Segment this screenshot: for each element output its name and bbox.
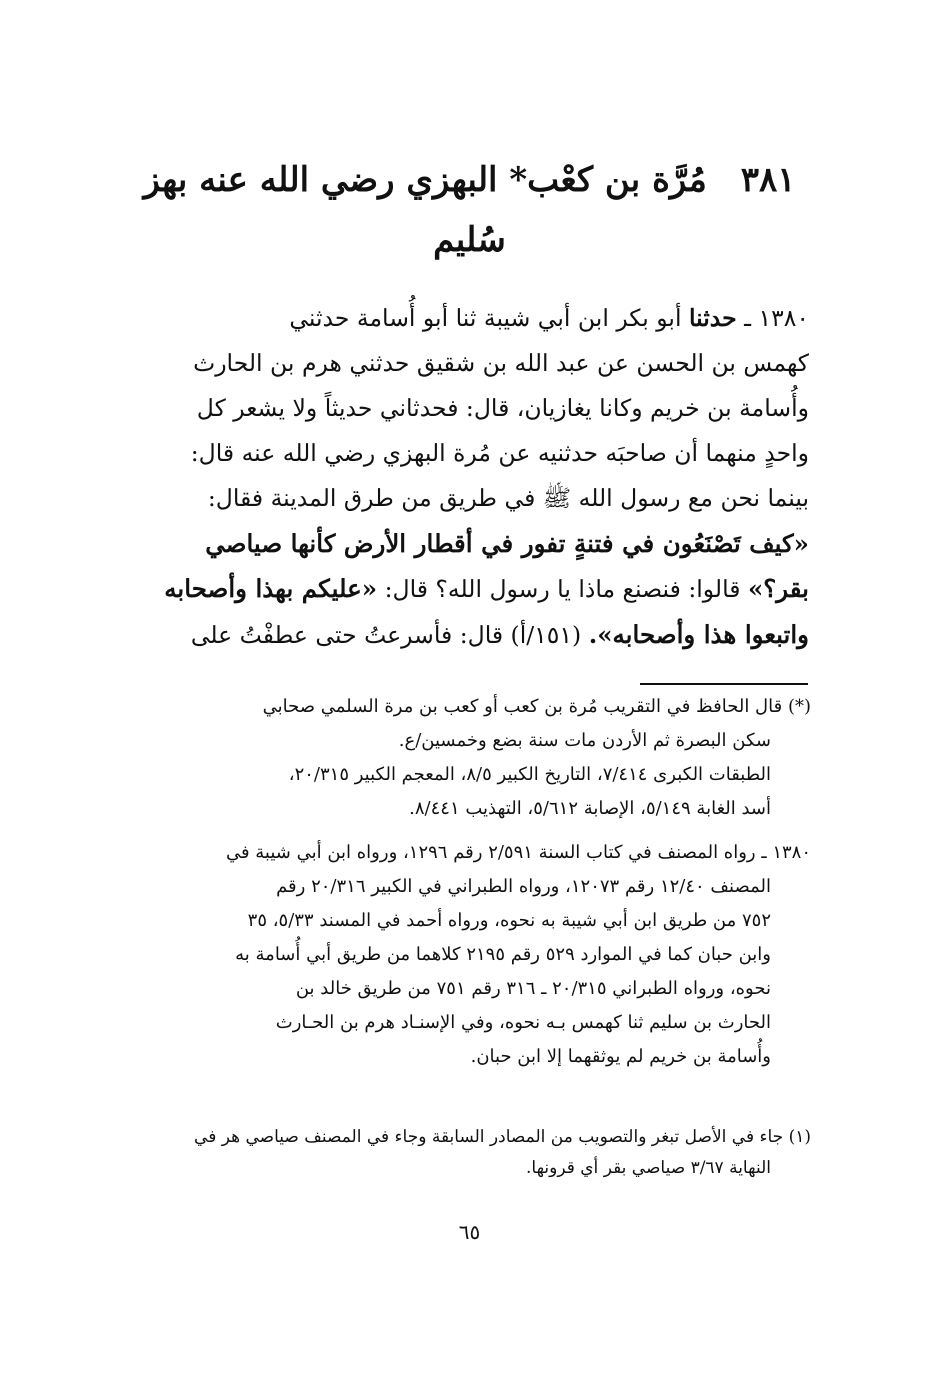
takhrij-note: ١٣٨٠ ـ رواه المصنف في كتاب السنة ٢/٥٩١ رقم ١٢٩٦، ورواه ابن أبي شيبة في المصنف ١٢/٤٠ رقم ١٢٠٧٣، ورواه الطبراني في الكبير ٢٠/٣١٦ رقم ٧٥٢ من طريق ابن أبي شيبة به نحوه، ورواه أحمد في المسند ٥/٣٣، ٣٥ وابن حبان كما في الموارد ٥٢٩ رقم ٢١٩٥ كلاهما من طريق أبي أُسامة به نحوه، ورواه الطبراني ٢٠/٣١٥ ـ ٣١٦ رقم ٧٥١ من طريق خالد بن الحارث بن سليم ثنا كهمس بـه نحوه، وفي الإسنـاد هرم بن الحـارث وأُسامة بن خريم لم يوثقهما إلا ابن حبان.	[225, 842, 811, 1067]
hadith-lead: حدثنا	[689, 304, 737, 332]
footnotes	[138, 690, 811, 1084]
entry-number: ٣٨١	[740, 160, 796, 200]
hadith-number: ١٣٨٠ ـ	[744, 304, 809, 332]
quote-line: «كيف تَصْنَعُون في فتنةٍ تفور في أقطار الأرض كأنها صياصي	[205, 529, 809, 558]
page-number: ٦٥	[458, 1220, 481, 1244]
chapter-heading	[120, 150, 819, 270]
hadith-text	[132, 296, 809, 658]
text-line: واحدٍ منهما أن صاحبَه حدثنيه عن مُرة البهزي رضي الله عنه قال:	[190, 439, 809, 467]
companion-name: مُرَّة بن كعْب* البهزي رضي الله عنه بهز سُليم	[143, 160, 707, 260]
text-line: كهمس بن الحسن عن عبد الله بن شقيق حدثني هرم بن الحارث	[193, 349, 809, 377]
quote-line: واتبعوا هذا وأصحابه». (١٥١/أ) قال: فأسرعتُ حتى عطفْتُ على	[190, 620, 809, 649]
text-line: ١٣٨٠ ـ حدثنا أبو بكر ابن أبي شيبة ثنا أبو أُسامة حدثني	[289, 304, 809, 332]
text-line: بينما نحن مع رسول الله ﷺ في طريق من طرق المدينة فقال:	[207, 484, 809, 512]
quote-line: بقر؟» قالوا: فنصنع ماذا يا رسول الله؟ قال: «عليكم بهذا وأصحابه	[164, 574, 809, 603]
footnote-divider	[640, 683, 808, 685]
text-line: وأُسامة بن خريم وكانا يغازيان، قال: فحدثاني حديثاً ولا يشعر كل	[196, 394, 809, 422]
biography-note: (*) قال الحافظ في التقريب مُرة بن كعب أو كعب بن مرة السلمي صحابي سكن البصرة ثم الأردن مات سنة بضع وخمسين/ع. الطبقات الكبرى ٧/٤١٤، التاريخ الكبير ٨/٥، المعجم الكبير ٢٠/٣١٥، أسد الغابة ٥/١٤٩، الإصابة ٥/٦١٢، التهذيب ٨/٤٤١.	[262, 696, 811, 819]
correction-footnote: (١) جاء في الأصل تبغر والتصويب من المصادر السابقة وجاء في المصنف صياصي هر في النهاية ٣/٦٧ صياصي بقر أي قرونها.	[194, 1127, 811, 1178]
